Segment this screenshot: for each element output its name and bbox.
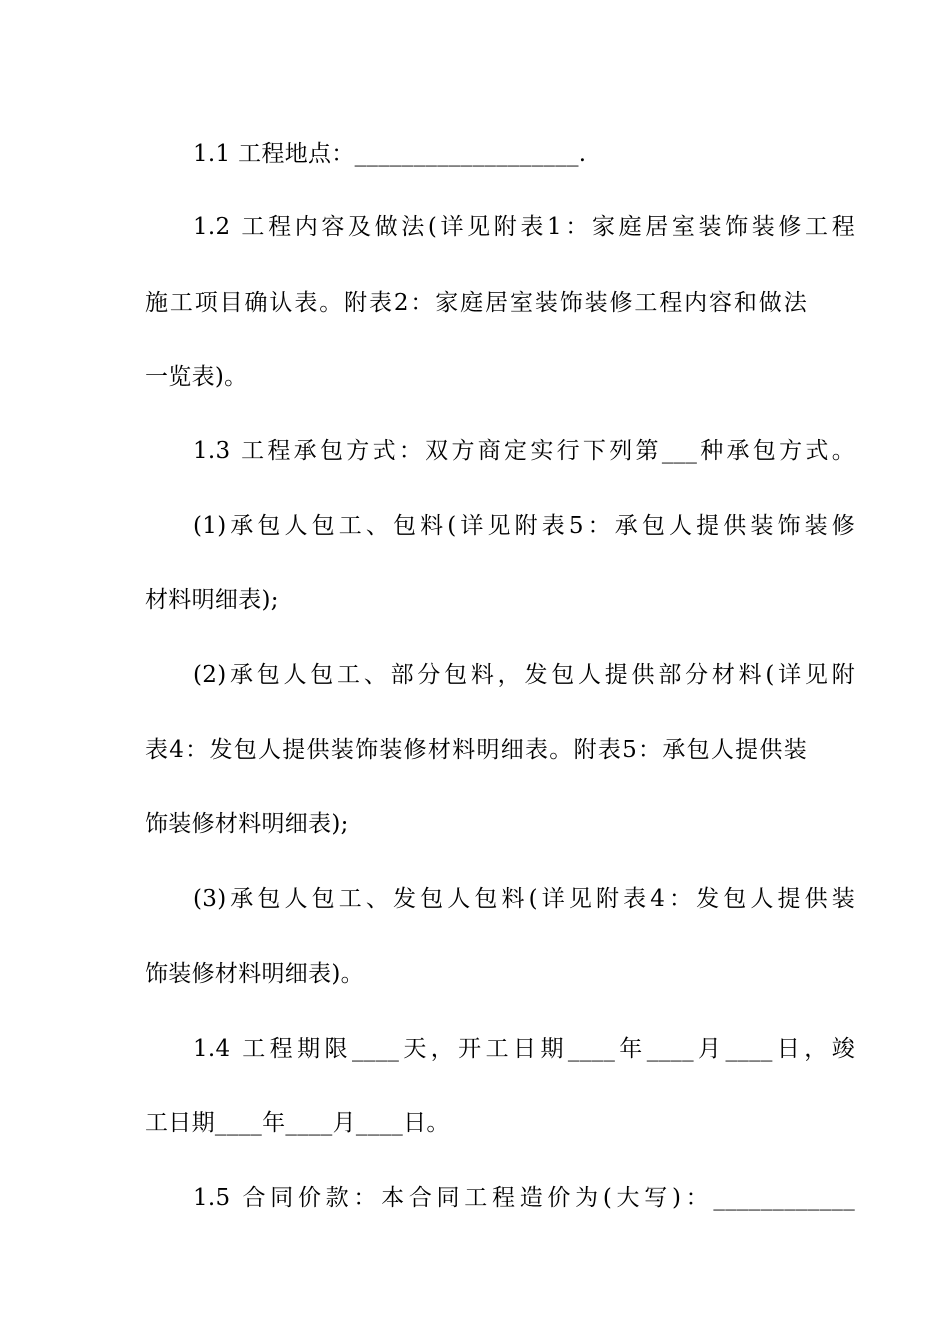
clause-1-2-line-2: 施工项目确认表。附表2：家庭居室装饰装修工程内容和做法 xyxy=(145,290,807,316)
option-2-line-3: 饰装修材料明细表); xyxy=(145,811,349,837)
clause-1-4-line-1: 1.4 工程期限____天，开工日期____年____月____日，竣 xyxy=(193,1036,855,1062)
option-2-line-1: (2)承包人包工、部分包料，发包人提供部分材料(详见附 xyxy=(193,662,855,688)
option-1-line-2: 材料明细表); xyxy=(145,587,279,613)
option-1-line-1: (1)承包人包工、包料(详见附表5：承包人提供装饰装修 xyxy=(193,513,855,539)
option-3-line-2: 饰装修材料明细表)。 xyxy=(145,961,364,987)
clause-1-1: 1.1 工程地点：___________________. xyxy=(193,141,587,167)
clause-1-2-line-1: 1.2 工程内容及做法(详见附表1：家庭居室装饰装修工程 xyxy=(193,214,855,240)
option-3-line-1: (3)承包人包工、发包人包料(详见附表4：发包人提供装 xyxy=(193,886,855,912)
clause-1-3: 1.3 工程承包方式：双方商定实行下列第___种承包方式。 xyxy=(193,438,855,464)
clause-1-2-line-3: 一览表)。 xyxy=(145,364,248,390)
option-2-line-2: 表4：发包人提供装饰装修材料明细表。附表5：承包人提供装 xyxy=(145,737,807,763)
clause-1-5: 1.5 合同价款：本合同工程造价为(大写)：____________ xyxy=(193,1185,855,1211)
clause-1-4-line-2: 工日期____年____月____日。 xyxy=(145,1110,450,1136)
